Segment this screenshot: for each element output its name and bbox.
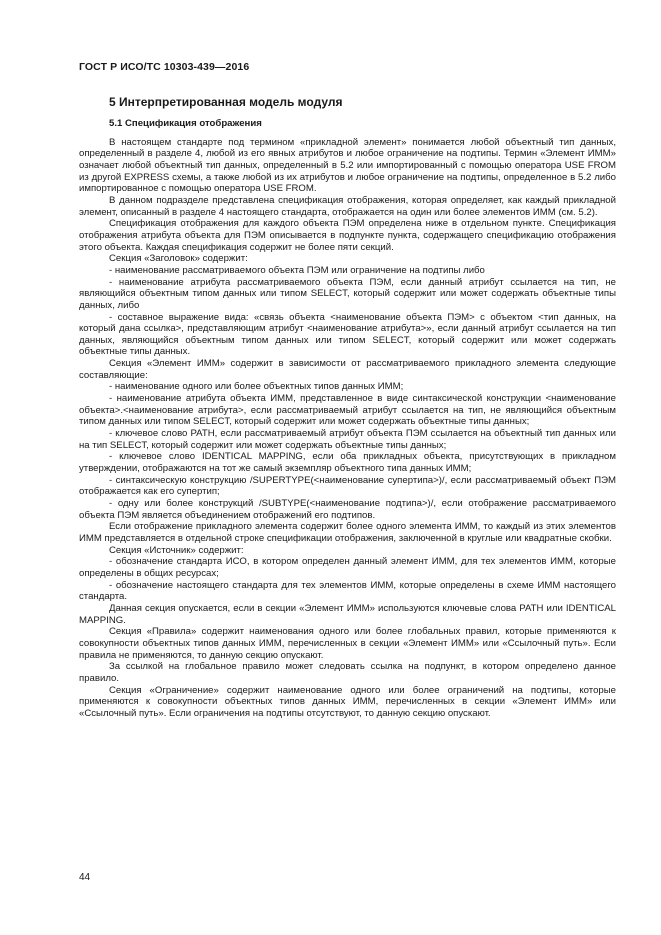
page-number: 44: [79, 872, 91, 883]
list-item: - наименование атрибута объекта ИММ, представленное в виде синтаксической конструкции <наименование объекта>.<наименование атрибута>, если рассматриваемый атрибут ссылается на тип, не являющийся объектным типом данных или типом SELECT, который содержит или может содержать объектные типы данных;: [79, 393, 616, 428]
page-content: [79, 85, 616, 719]
paragraph: Спецификация отображения для каждого объекта ПЭМ определена ниже в отдельном пункте. Спецификация отображения атрибута объекта для ПЭМ описывается в подпункте пункта, содержащего спецификацию отображения этого объекта. Каждая спецификация содержит не более пяти секций.: [79, 218, 616, 253]
section-title: 5 Интерпретированная модель модуля: [109, 95, 343, 109]
list-item: - ключевое слово IDENTICAL MAPPING, если оба прикладных объекта, присутствующих в прикладном утверждении, отображаются на тот же самый экземпляр объектного типа данных ИММ;: [79, 451, 616, 475]
list-item: - наименование рассматриваемого объекта ПЭМ или ограничение на подтипы либо: [109, 264, 485, 276]
list-item: - обозначение стандарта ИСО, в котором определен данный элемент ИММ, для тех элементов ИММ, которые определены в общих ресурсах;: [79, 556, 616, 579]
list-item: - составное выражение вида: «связь объекта <наименование объекта ПЭМ> с объектом <тип данных, на который дана ссылка>, представляющим атрибут <наименование атрибута>», если данный атрибут ссылается на тип данных, являющийся объектным типом данных или типом SELECT, который содержит или может содержать объектные типы данных.: [79, 311, 616, 358]
paragraph: Секция «Ограничение» содержит наименование одного или более ограничений на подтипы, которые применяются к совокупности объектных типов данных ИММ, перечисленных в секции «Элемент ИММ» или «Ссылочный путь». Если ограничения на подтипы отсутствуют, то данную секцию опускают.: [79, 684, 616, 719]
list-item: - синтаксическую конструкцию /SUPERTYPE(<наименование супертипа>)/, если рассматриваемый объект ПЭМ отображается как его супертип;: [79, 474, 616, 498]
paragraph: Секция «Источник» содержит:: [109, 544, 244, 556]
list-item: - одну или более конструкций /SUBTYPE(<наименование подтипа>)/, если отображение рассматриваемого объекта ПЭМ является объединением отображений его подтипов.: [79, 498, 616, 521]
paragraph: Если отображение прикладного элемента содержит более одного элемента ИММ, то каждый из этих элементов ИММ представляется в отдельной строке спецификации отображения, заключенной в круглые или квадратные скобки.: [79, 521, 616, 544]
paragraph: Секция «Заголовок» содержит:: [109, 253, 248, 265]
list-item: - ключевое слово PATH, если рассматриваемый атрибут объекта ПЭМ ссылается на объектный тип данных или на тип SELECT, который содержит или может содержать объектные типы данных;: [79, 428, 616, 451]
list-item: - наименование атрибута рассматриваемого объекта ПЭМ, если данный атрибут ссылается на тип, не являющийся объектным типом данных или типом SELECT, который содержит или может содержать объектные типы данных, либо: [79, 276, 616, 311]
paragraph: Секция «Правила» содержит наименования одного или более глобальных правил, которые применяются к совокупности объектных типов данных ИММ, перечисленных в секции «Элемент ИММ» или «Ссылочный путь». Если правила не применяются, то данную секцию опускают.: [79, 626, 616, 661]
list-item: - обозначение настоящего стандарта для тех элементов ИММ, которые определены в схеме ИММ настоящего стандарта.: [79, 579, 616, 603]
list-item: - наименование одного или более объектных типов данных ИММ;: [109, 381, 404, 393]
paragraph: В настоящем стандарте под термином «прикладной элемент» понимается любой объектный тип данных, определенный в разделе 4, любой из его явных атрибутов и любое ограничение на подтипы. Термин «Элемент ИММ» означает любой объектный тип данных, определенный в 5.2 или импортированный с помощью оператора USE FROM из другой EXPRESS схемы, а также любой из их атрибутов и любое ограничение на подтипы, определенное в 5.2 либо импортированное с помощью оператора USE FROM.: [79, 136, 616, 195]
paragraph: За ссылкой на глобальное правило может следовать ссылка на подпункт, в котором определено данное правило.: [79, 661, 616, 684]
paragraph: В данном подразделе представлена спецификация отображения, которая определяет, как каждый прикладной элемент, описанный в разделе 4 настоящего стандарта, отображается на один или более элементов ИММ (см. 5.2).: [79, 194, 616, 218]
subsection-title: 5.1 Спецификация отображения: [109, 118, 262, 129]
paragraph: Секция «Элемент ИММ» содержит в зависимости от рассматриваемого прикладного элемента следующие составляющие:: [79, 358, 616, 381]
document-header: ГОСТ Р ИСО/ТС 10303-439—2016: [79, 61, 250, 73]
paragraph: Данная секция опускается, если в секции «Элемент ИММ» используются ключевые слова PATH или IDENTICAL MAPPING.: [79, 602, 616, 626]
